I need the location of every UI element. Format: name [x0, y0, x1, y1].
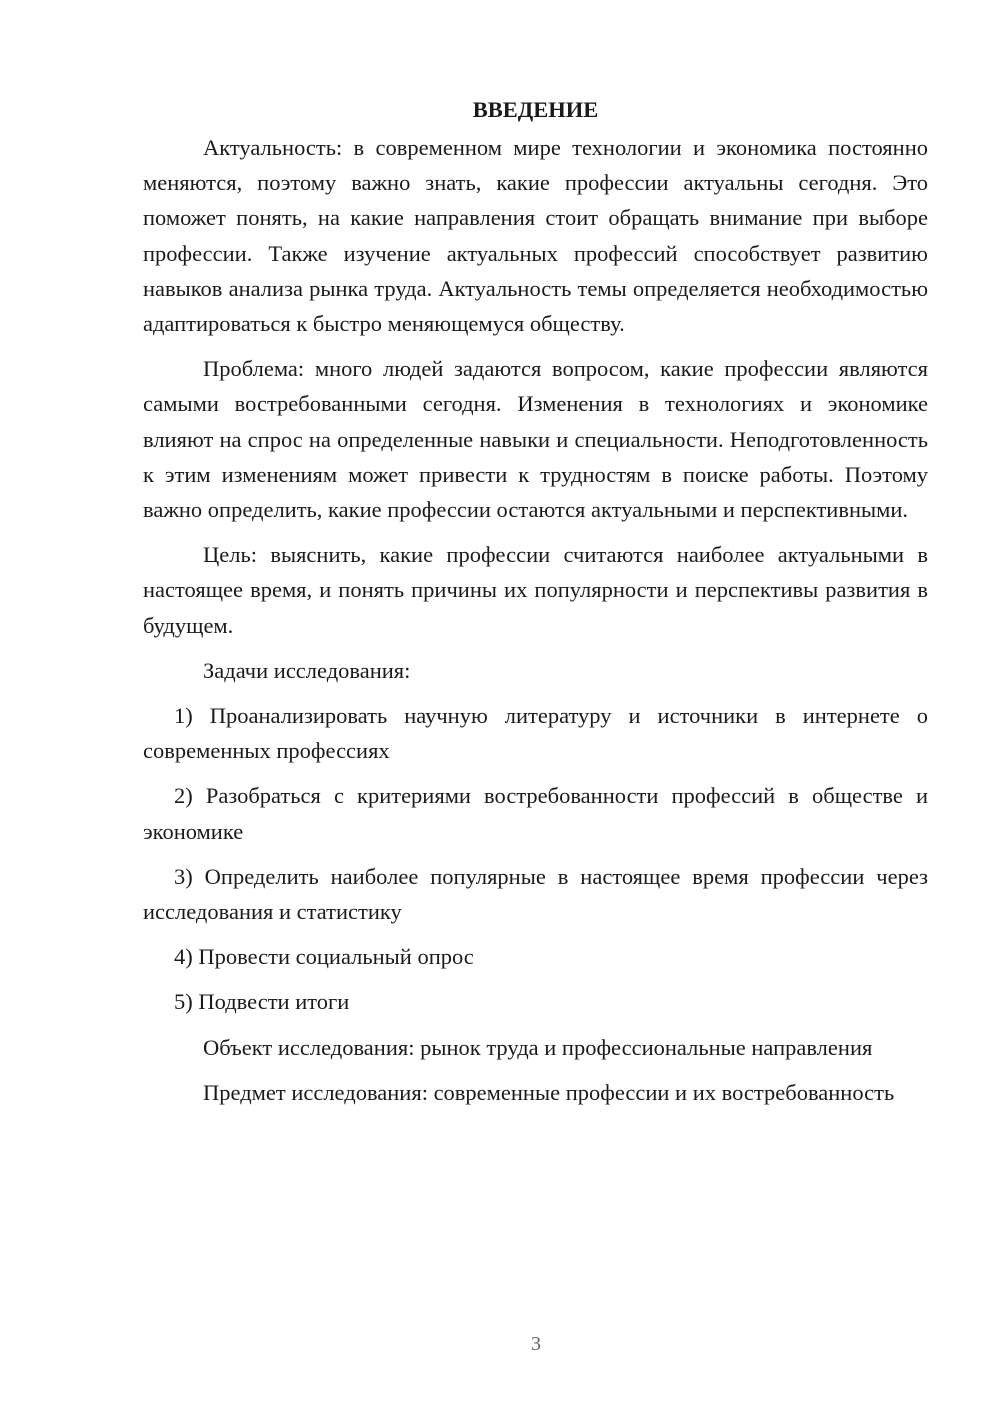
task-item: 2) Разобраться с критериями востребованности профессий в обществе и экономике: [143, 783, 928, 844]
task-item: 3) Определить наиболее популярные в настоящее время профессии через исследования и статистику: [143, 863, 928, 925]
task-item: 1) Проанализировать научную литературу и источники в интернете о современных профессиях: [143, 703, 928, 764]
tasks-heading: Задачи исследования:: [203, 657, 411, 683]
page-content: [143, 92, 928, 1120]
task-item: 4) Провести социальный опрос: [174, 944, 474, 970]
relevance-paragraph: Актуальность: в современном мире технологии и экономика постоянно меняются, поэтому важно знать, какие профессии актуальны сегодня. Это поможет понять, на какие направления стоит обращать внимание при выборе профессии. Также изучение актуальных профессий способствует развитию навыков анализа рынка труда. Актуальность темы определяется необходимостью адаптироваться к быстро меняющемуся обществу.: [143, 135, 928, 337]
research-subject: Предмет исследования: современные профессии и их востребованность: [203, 1079, 895, 1105]
page-number: 3: [531, 1333, 541, 1355]
goal-paragraph: Цель: выяснить, какие профессии считаются наиболее актуальными в настоящее время, и понять причины их популярности и перспективы развития в будущем.: [143, 542, 928, 638]
page-title: ВВЕДЕНИЕ: [472, 97, 599, 122]
problem-paragraph: Проблема: много людей задаются вопросом, какие профессии являются самыми востребованными сегодня. Изменения в технологиях и экономике влияют на спрос на определенные навыки и специальности. Неподготовленность к этим изменениям может привести к трудностям в поиске работы. Поэтому важно определить, какие профессии остаются актуальными и перспективными.: [143, 356, 928, 523]
research-object: Объект исследования: рынок труда и профессиональные направления: [203, 1034, 873, 1060]
task-item: 5) Подвести итоги: [174, 989, 350, 1015]
